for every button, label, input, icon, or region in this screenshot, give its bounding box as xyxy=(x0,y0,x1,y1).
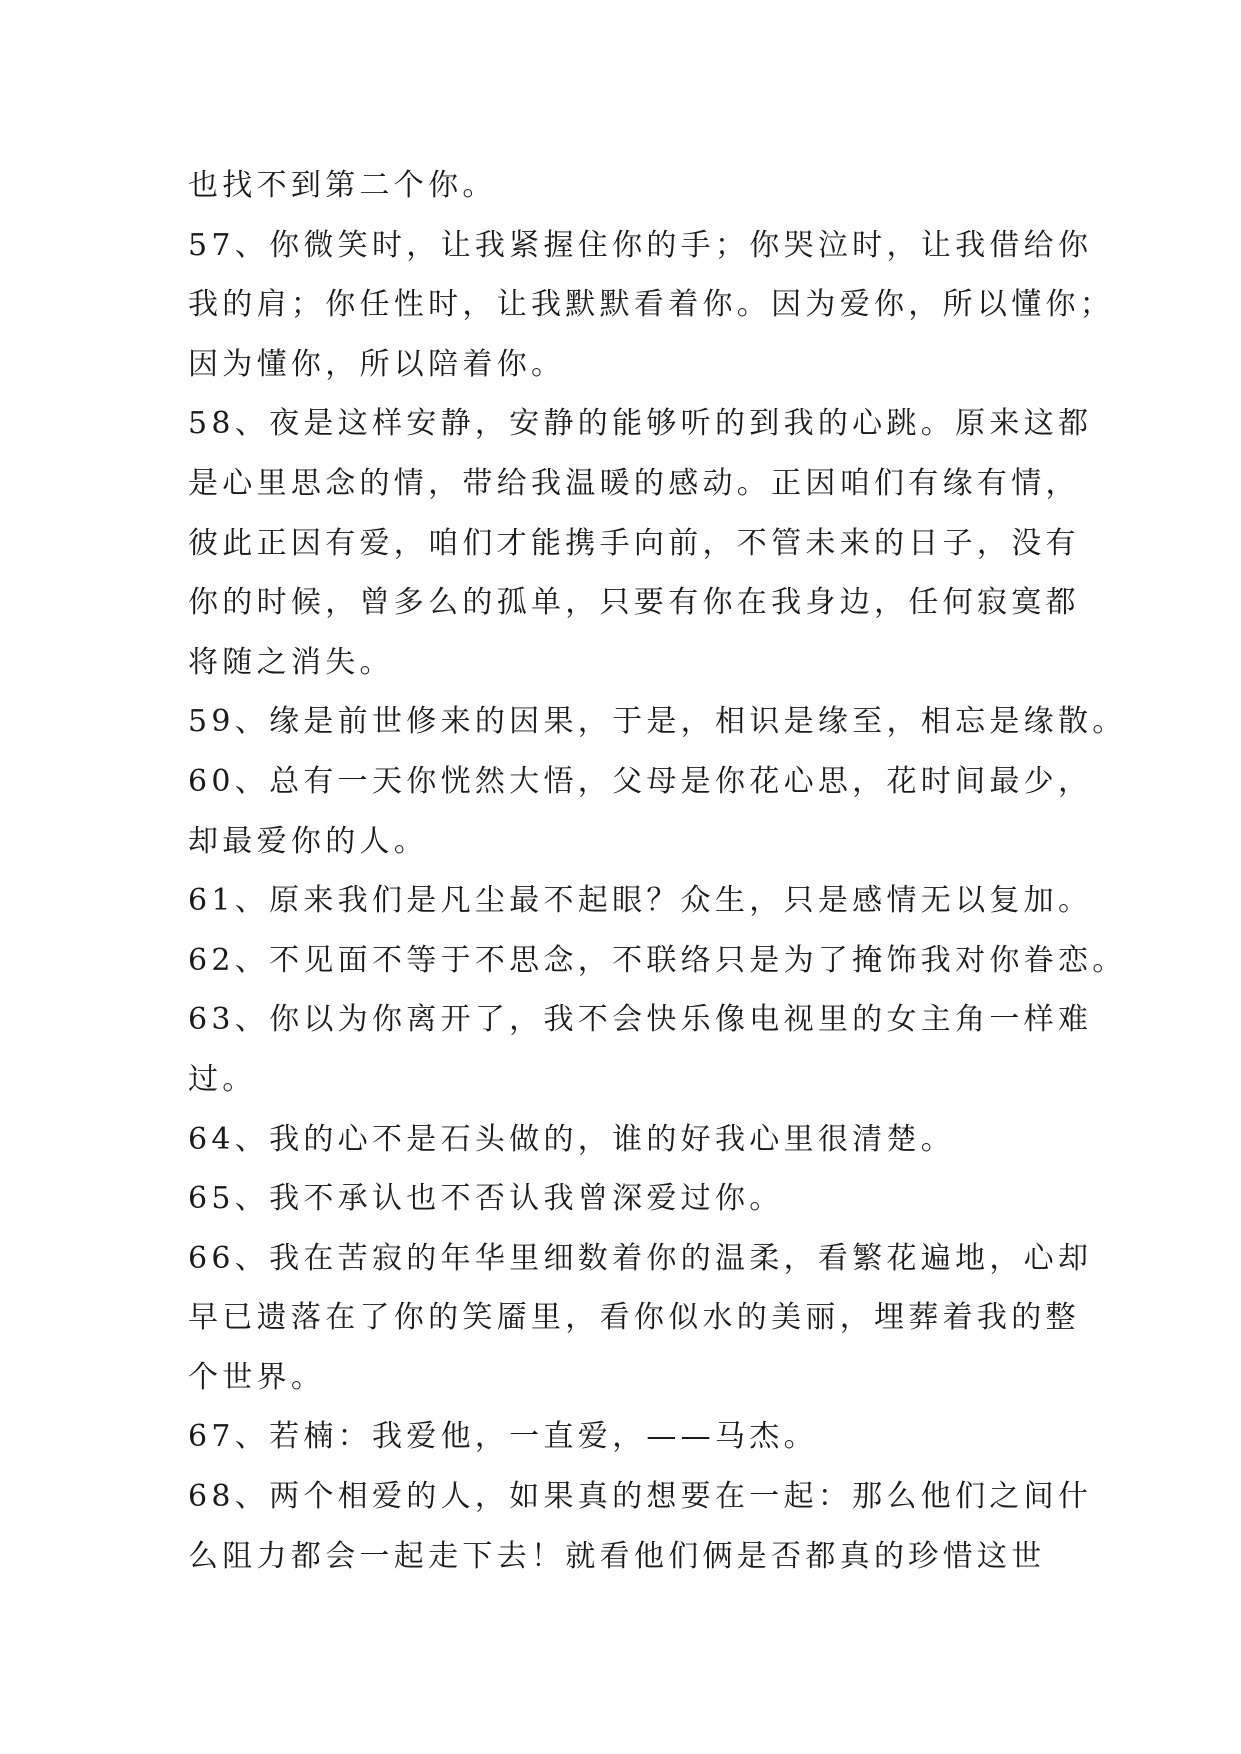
text-line: 早已遗落在了你的笑靥里，看你似水的美丽，埋葬着我的整 xyxy=(188,1300,1080,1336)
text-line: 将随之消失。 xyxy=(188,644,394,680)
text-line: 因为懂你，所以陪着你。 xyxy=(188,346,566,382)
text-line: 68、两个相爱的人，如果真的想要在一起：那么他们之间什 xyxy=(188,1479,1093,1515)
text-line: 么阻力都会一起走下去！就看他们俩是否都真的珍惜这世 xyxy=(188,1538,1046,1574)
text-line: 63、你以为你离开了，我不会快乐像电视里的女主角一样难 xyxy=(188,1002,1093,1038)
text-line: 也找不到第二个你。 xyxy=(188,168,497,203)
body-text xyxy=(188,156,1127,1586)
text-line: 59、缘是前世修来的因果，于是，相识是缘至，相忘是缘散。 xyxy=(188,704,1127,740)
text-line: 66、我在苦寂的年华里细数着你的温柔，看繁花遍地，心却 xyxy=(188,1240,1093,1276)
text-line: 是心里思念的情，带给我温暖的感动。正因咱们有缘有情， xyxy=(188,465,1080,501)
text-line: 60、总有一天你恍然大悟，父母是你花心思，花时间最少， xyxy=(188,763,1093,799)
text-line: 过。 xyxy=(188,1061,257,1097)
text-line: 我的肩；你任性时，让我默默看着你。因为爱你，所以懂你； xyxy=(188,287,1115,323)
text-line: 58、夜是这样安静，安静的能够听的到我的心跳。原来这都 xyxy=(188,406,1093,442)
text-line: 却最爱你的人。 xyxy=(188,823,429,859)
text-line: 67、若楠：我爱他，一直爱，——马杰。 xyxy=(188,1419,818,1455)
text-line: 65、我不承认也不否认我曾深爱过你。 xyxy=(188,1181,784,1217)
text-line: 个世界。 xyxy=(188,1359,326,1395)
text-line: 你的时候，曾多么的孤单，只要有你在我身边，任何寂寞都 xyxy=(188,585,1080,621)
text-line: 57、你微笑时，让我紧握住你的手；你哭泣时，让我借给你 xyxy=(188,227,1093,263)
text-line: 62、不见面不等于不思念，不联络只是为了掩饰我对你眷恋。 xyxy=(188,942,1127,978)
text-line: 彼此正因有爱，咱们才能携手向前，不管未来的日子，没有 xyxy=(188,525,1080,561)
text-line: 61、原来我们是凡尘最不起眼？众生，只是感情无以复加。 xyxy=(188,883,1093,919)
text-line: 64、我的心不是石头做的，谁的好我心里很清楚。 xyxy=(188,1121,956,1157)
